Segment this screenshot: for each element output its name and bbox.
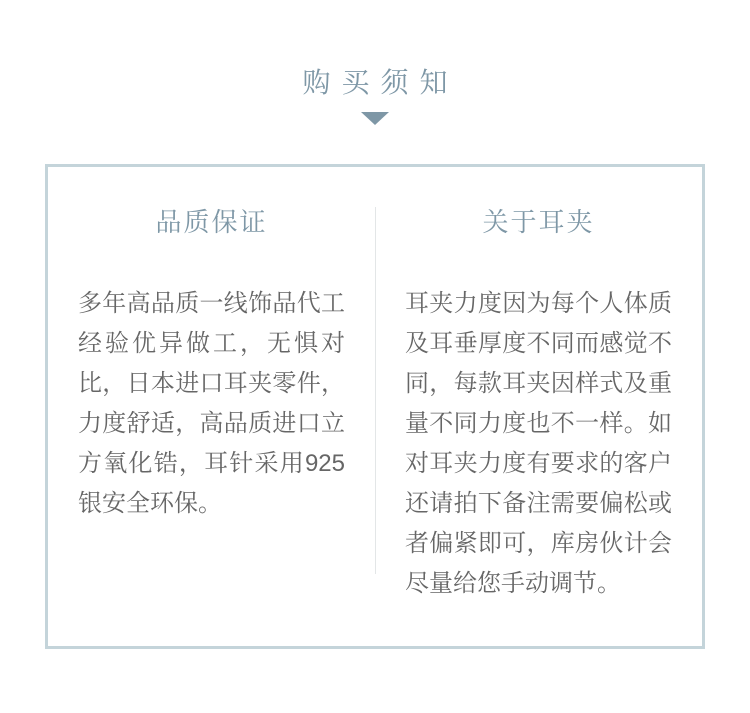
quality-guarantee-column (48, 167, 375, 646)
text-line: 耳夹力度因为每个人体质 (405, 290, 672, 317)
notice-box (45, 164, 705, 649)
text-line: 及耳垂厚度不同而感觉不 (405, 330, 672, 357)
about-ear-clip-header: 关于耳夹 (482, 207, 595, 237)
text-line: 力度舒适，高品质进口立 (78, 410, 345, 437)
section-title: 购买须知 (302, 67, 459, 98)
text-line: 比，日本进口耳夹零件， (78, 370, 345, 397)
text-line: 方氧化锆，耳针采用925 (78, 450, 345, 477)
text-line: 还请拍下备注需要偏松或 (405, 490, 672, 517)
text-line: 同，每款耳夹因样式及重 (405, 370, 672, 397)
quality-guarantee-body (78, 284, 345, 524)
quality-guarantee-header: 品质保证 (155, 207, 268, 237)
text-line: 量不同力度也不一样。如 (405, 410, 672, 437)
triangle-down-icon (361, 112, 389, 125)
column-divider (375, 207, 376, 574)
text-line: 经验优异做工，无惧对 (78, 330, 345, 357)
text-line: 者偏紧即可，库房伙计会 (405, 530, 672, 557)
text-line: 对耳夹力度有要求的客户 (405, 450, 672, 477)
about-ear-clip-body (405, 284, 672, 604)
text-line: 银安全环保。 (78, 490, 222, 517)
text-line: 尽量给您手动调节。 (405, 570, 621, 597)
text-line: 多年高品质一线饰品代工 (78, 290, 345, 317)
about-ear-clip-column (375, 167, 702, 646)
